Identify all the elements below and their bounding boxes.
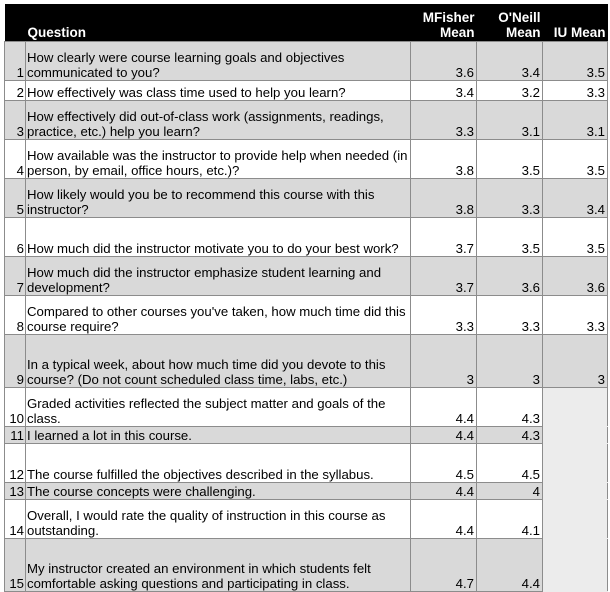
table-row — [5, 140, 608, 179]
iu-mean-value — [543, 444, 608, 483]
iu-mean-value: 3.3 — [543, 296, 608, 335]
row-index: 7 — [5, 257, 26, 296]
row-index: 5 — [5, 179, 26, 218]
mfisher-mean-value: 3.7 — [411, 257, 477, 296]
row-index: 10 — [5, 388, 26, 427]
mfisher-mean-value: 3.8 — [411, 140, 477, 179]
mfisher-mean-value: 4.4 — [411, 427, 477, 444]
oneill-mean-value: 3.6 — [477, 257, 543, 296]
question-text: Graded activities reflected the subject matter and goals of the class. — [26, 388, 411, 427]
mfisher-mean-value: 4.7 — [411, 539, 477, 592]
mfisher-mean-value: 3.8 — [411, 179, 477, 218]
row-index: 8 — [5, 296, 26, 335]
oneill-mean-value: 3.2 — [477, 81, 543, 101]
row-index: 11 — [5, 427, 26, 444]
iu-mean-value — [543, 388, 608, 427]
iu-mean-value: 3 — [543, 335, 608, 388]
row-index: 13 — [5, 483, 26, 500]
question-text: Overall, I would rate the quality of instruction in this course as outstanding. — [26, 500, 411, 539]
iu-mean-value — [543, 427, 608, 444]
header-question: Question — [26, 4, 411, 42]
row-index: 4 — [5, 140, 26, 179]
row-index: 6 — [5, 218, 26, 257]
row-index: 14 — [5, 500, 26, 539]
mfisher-mean-value: 3.3 — [411, 296, 477, 335]
row-index: 9 — [5, 335, 26, 388]
table-row — [5, 179, 608, 218]
question-text: How effectively did out-of-class work (assignments, readings, practice, etc.) help you learn? — [26, 101, 411, 140]
mfisher-mean-value: 3.6 — [411, 42, 477, 81]
question-text: How much did the instructor emphasize student learning and development? — [26, 257, 411, 296]
table-row — [5, 335, 608, 388]
row-index: 15 — [5, 539, 26, 592]
oneill-mean-value: 3.1 — [477, 101, 543, 140]
question-text: The course fulfilled the objectives described in the syllabus. — [26, 444, 411, 483]
table-row — [5, 42, 608, 81]
table-row — [5, 218, 608, 257]
iu-mean-value: 3.5 — [543, 140, 608, 179]
question-text: In a typical week, about how much time did you devote to this course? (Do not count scheduled class time, labs, etc.) — [26, 335, 411, 388]
oneill-mean-value: 4.3 — [477, 427, 543, 444]
oneill-mean-value: 3.3 — [477, 179, 543, 218]
table-body — [5, 42, 608, 592]
oneill-mean-value: 4.5 — [477, 444, 543, 483]
survey-table — [4, 4, 608, 592]
table-row — [5, 483, 608, 500]
question-text: Compared to other courses you've taken, how much time did this course require? — [26, 296, 411, 335]
question-text: How clearly were course learning goals and objectives communicated to you? — [26, 42, 411, 81]
header-oneill-mean: O'Neill Mean — [477, 4, 543, 42]
iu-mean-value — [543, 500, 608, 539]
header-iu-mean: IU Mean — [543, 4, 608, 42]
oneill-mean-value: 3.3 — [477, 296, 543, 335]
question-text: The course concepts were challenging. — [26, 483, 411, 500]
iu-mean-value: 3.5 — [543, 42, 608, 81]
iu-mean-value: 3.4 — [543, 179, 608, 218]
question-text: I learned a lot in this course. — [26, 427, 411, 444]
row-index: 1 — [5, 42, 26, 81]
mfisher-mean-value: 3.3 — [411, 101, 477, 140]
iu-mean-value: 3.5 — [543, 218, 608, 257]
table-row — [5, 444, 608, 483]
mfisher-mean-value: 4.4 — [411, 500, 477, 539]
question-text: How likely would you be to recommend this course with this instructor? — [26, 179, 411, 218]
table-row — [5, 81, 608, 101]
iu-mean-value: 3.1 — [543, 101, 608, 140]
table-row — [5, 427, 608, 444]
iu-mean-value: 3.3 — [543, 81, 608, 101]
oneill-mean-value: 3.5 — [477, 218, 543, 257]
table-row — [5, 539, 608, 592]
iu-mean-value: 3.6 — [543, 257, 608, 296]
oneill-mean-value: 3.4 — [477, 42, 543, 81]
table-row — [5, 500, 608, 539]
oneill-mean-value: 4 — [477, 483, 543, 500]
row-index: 3 — [5, 101, 26, 140]
mfisher-mean-value: 4.5 — [411, 444, 477, 483]
table-row — [5, 101, 608, 140]
oneill-mean-value: 3 — [477, 335, 543, 388]
table-row — [5, 388, 608, 427]
mfisher-mean-value: 4.4 — [411, 388, 477, 427]
oneill-mean-value: 4.4 — [477, 539, 543, 592]
iu-mean-value — [543, 483, 608, 500]
mfisher-mean-value: 3.4 — [411, 81, 477, 101]
oneill-mean-value: 4.1 — [477, 500, 543, 539]
mfisher-mean-value: 4.4 — [411, 483, 477, 500]
mfisher-mean-value: 3 — [411, 335, 477, 388]
question-text: My instructor created an environment in which students felt comfortable asking questions and participating in class. — [26, 539, 411, 592]
question-text: How available was the instructor to provide help when needed (in person, by email, office hours, etc.)? — [26, 140, 411, 179]
question-text: How much did the instructor motivate you to do your best work? — [26, 218, 411, 257]
table-row — [5, 257, 608, 296]
header-mfisher-mean: MFisher Mean — [411, 4, 477, 42]
oneill-mean-value: 3.5 — [477, 140, 543, 179]
question-text: How effectively was class time used to help you learn? — [26, 81, 411, 101]
row-index: 2 — [5, 81, 26, 101]
iu-mean-value — [543, 539, 608, 592]
table-row — [5, 296, 608, 335]
mfisher-mean-value: 3.7 — [411, 218, 477, 257]
oneill-mean-value: 4.3 — [477, 388, 543, 427]
header-index — [5, 4, 26, 42]
row-index: 12 — [5, 444, 26, 483]
table-header — [5, 4, 608, 42]
